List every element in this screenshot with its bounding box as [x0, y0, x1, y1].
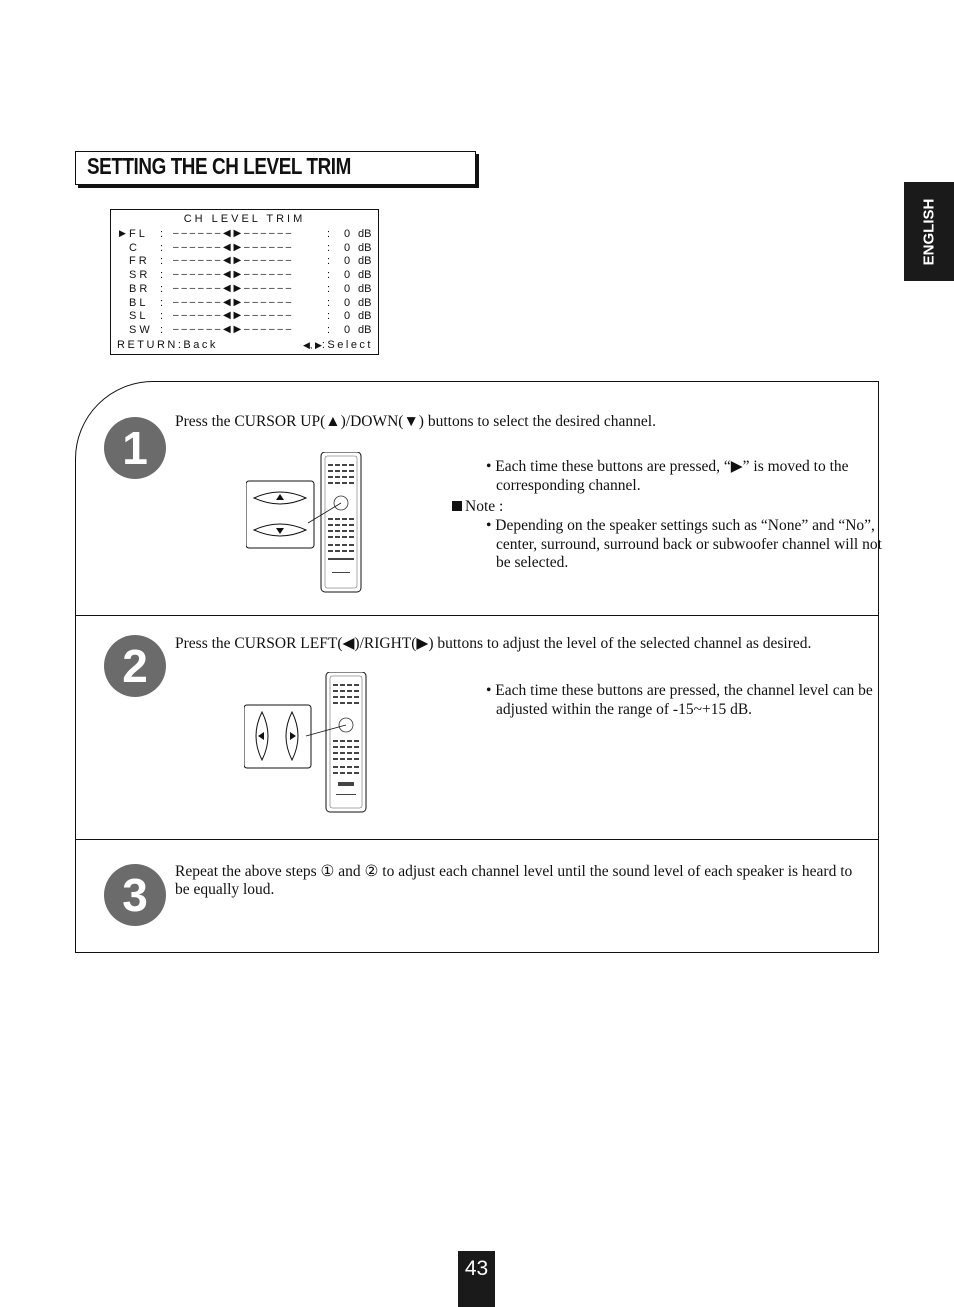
- osd-channel-name: C: [129, 241, 140, 254]
- remote-illustration-left-right: [244, 672, 369, 819]
- page-number: 43: [458, 1251, 495, 1307]
- level-bar-icon: – – – – – – ◀ ▶ – – – – – –: [173, 255, 292, 267]
- left-right-arrow-icon: ◀, ▶: [303, 340, 322, 350]
- language-tab: [904, 182, 954, 281]
- osd-screen: [110, 209, 379, 355]
- osd-channel-row: [111, 255, 378, 269]
- osd-level-value: 0: [344, 310, 351, 323]
- section-title: SETTING THE CH LEVEL TRIM: [87, 153, 351, 179]
- osd-level-value: 0: [344, 241, 351, 254]
- osd-channel-name: SL: [129, 310, 149, 323]
- osd-separator: :: [160, 323, 164, 336]
- step-1-number: 1: [104, 417, 166, 479]
- remote-illustration-up-down: [246, 452, 366, 599]
- step-1-note: Note :: [452, 498, 503, 516]
- osd-channel-row: [111, 297, 378, 311]
- osd-channel-row: [111, 269, 378, 283]
- osd-separator: :: [327, 255, 331, 268]
- osd-level-unit: dB: [358, 269, 372, 282]
- osd-separator: :: [327, 296, 331, 309]
- osd-channel-row: [111, 228, 378, 242]
- cursor-arrow-icon: ▶: [119, 228, 126, 238]
- step-3-instruction: Repeat the above steps ① and ② to adjust each channel level until the sound level of each speaker is heard to be equally loud.: [175, 863, 853, 898]
- osd-separator: :: [327, 269, 331, 282]
- osd-level-value: 0: [344, 269, 351, 282]
- osd-channel-row: [111, 283, 378, 297]
- step-1-bullet-cursor-moves: • Each time these buttons are pressed, “▶” is moved to the corresponding channel.: [486, 458, 849, 494]
- osd-channel-row: [111, 310, 378, 324]
- osd-level-value: 0: [344, 323, 351, 336]
- osd-channel-name: BL: [129, 296, 149, 309]
- steps-panel: [75, 381, 882, 953]
- osd-level-unit: dB: [358, 228, 372, 240]
- level-bar-icon: – – – – – – ◀ ▶ – – – – – –: [173, 282, 292, 294]
- osd-separator: :: [327, 241, 331, 254]
- osd-level-value: 0: [344, 255, 351, 268]
- osd-separator: :: [160, 296, 164, 309]
- osd-title: CH LEVEL TRIM: [183, 213, 306, 225]
- osd-level-unit: dB: [358, 310, 372, 323]
- osd-footer-return: RETURN:Back: [117, 339, 218, 351]
- osd-level-unit: dB: [358, 255, 372, 268]
- step-2-instruction: Press the CURSOR LEFT(◀)/RIGHT(▶) buttons to adjust the level of the selected channel as desired.: [175, 635, 812, 652]
- osd-separator: :: [160, 255, 164, 268]
- osd-channel-name: FL: [129, 228, 148, 240]
- section-title-box: [75, 151, 476, 185]
- osd-channel-row: [111, 242, 378, 256]
- level-bar-icon: – – – – – – ◀ ▶ – – – – – –: [173, 296, 292, 308]
- osd-level-unit: dB: [358, 282, 372, 295]
- osd-level-value: 0: [344, 296, 351, 309]
- osd-separator: :: [160, 241, 164, 254]
- step-2-bullet-level-range: • Each time these buttons are pressed, the channel level can be adjusted within the range of -15~+15 dB.: [486, 682, 873, 718]
- osd-separator: :: [327, 228, 331, 240]
- osd-level-unit: dB: [358, 323, 372, 336]
- osd-channel-name: BR: [129, 282, 151, 295]
- step-divider: [76, 839, 878, 840]
- remote-left-right-icon: [244, 672, 369, 814]
- osd-footer-select: ◀, ▶:Select: [303, 339, 373, 351]
- osd-separator: :: [327, 323, 331, 336]
- level-bar-icon: – – – – – – ◀ ▶ – – – – – –: [173, 310, 292, 322]
- step-divider: [76, 615, 878, 616]
- osd-channel-name: SW: [129, 323, 153, 336]
- level-bar-icon: – – – – – – ◀ ▶ – – – – – –: [173, 228, 292, 239]
- step-1-bullet-speaker-settings: • Depending on the speaker settings such as “None” and “No”, center, surround, surround back or subwoofer channel will not be selected.: [486, 517, 882, 571]
- osd-separator: :: [327, 282, 331, 295]
- osd-separator: :: [160, 269, 164, 282]
- step-2-number: 2: [104, 635, 166, 697]
- level-bar-icon: – – – – – – ◀ ▶ – – – – – –: [173, 323, 292, 335]
- osd-level-unit: dB: [358, 296, 372, 309]
- osd-separator: :: [160, 282, 164, 295]
- osd-channel-name: FR: [129, 255, 150, 268]
- note-square-icon: [452, 501, 462, 511]
- step-1-instruction: Press the CURSOR UP(▲)/DOWN(▼) buttons to select the desired channel.: [175, 413, 656, 430]
- osd-separator: :: [160, 228, 164, 240]
- step-3-number: 3: [104, 864, 166, 926]
- osd-separator: :: [327, 310, 331, 323]
- level-bar-icon: – – – – – – ◀ ▶ – – – – – –: [173, 241, 292, 253]
- remote-up-down-icon: [246, 452, 366, 594]
- osd-channel-row: [111, 324, 378, 338]
- osd-level-value: 0: [344, 228, 351, 240]
- osd-channel-name: SR: [129, 269, 151, 282]
- osd-level-unit: dB: [358, 241, 372, 254]
- language-tab-label: ENGLISH: [920, 198, 938, 265]
- osd-level-value: 0: [344, 282, 351, 295]
- level-bar-icon: – – – – – – ◀ ▶ – – – – – –: [173, 269, 292, 281]
- osd-separator: :: [160, 310, 164, 323]
